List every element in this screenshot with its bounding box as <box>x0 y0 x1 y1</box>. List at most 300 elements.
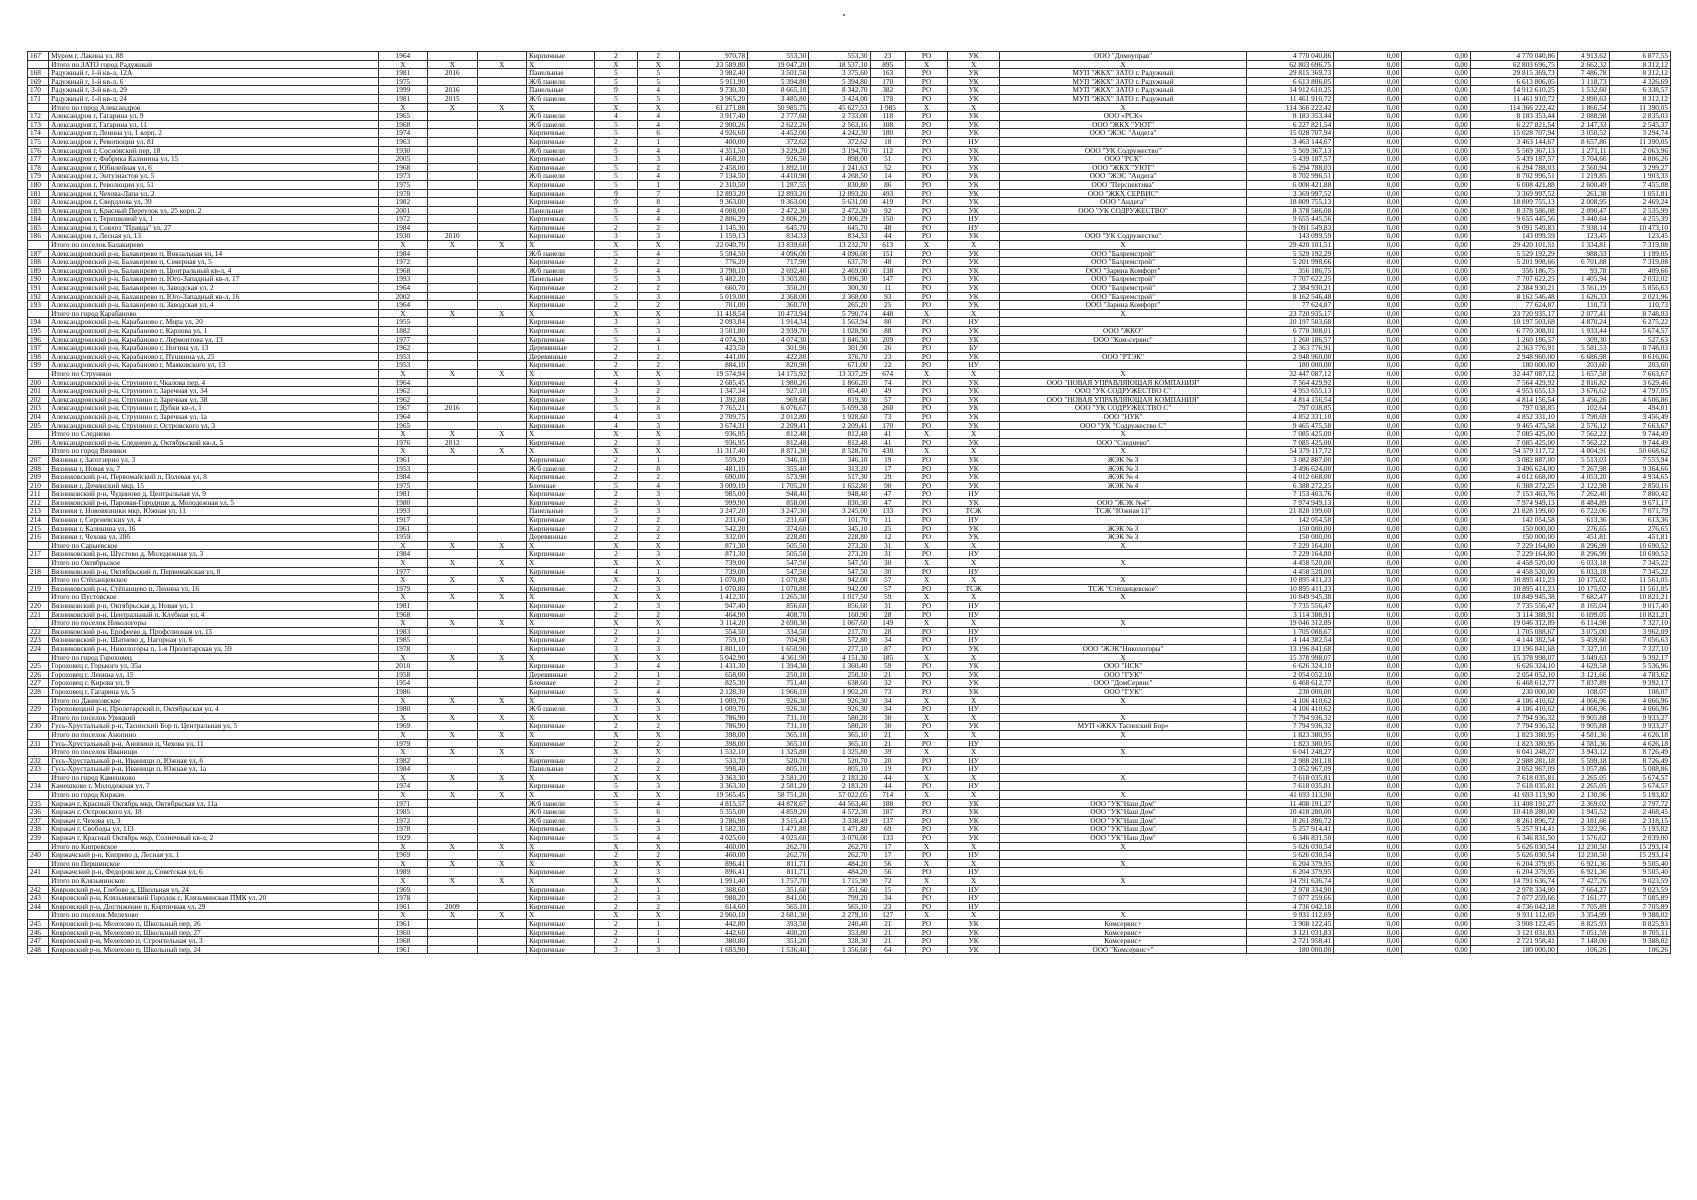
table-cell: Кирпичные <box>526 258 594 267</box>
table-cell: 4 <box>637 481 679 490</box>
table-cell: 183 <box>28 206 49 215</box>
table-cell: 0,00 <box>1402 404 1470 413</box>
table-cell: 23 720 935,17 <box>1470 309 1557 318</box>
table-cell: 1 431,30 <box>679 662 747 671</box>
table-cell: 3 121 031,83 <box>1247 928 1334 937</box>
table-cell: 227 <box>28 679 49 688</box>
table-cell: 1954 <box>378 679 427 688</box>
table-cell <box>428 636 477 645</box>
table-cell: X <box>595 593 637 602</box>
table-cell: Кирпичные <box>526 137 594 146</box>
table-cell: 1974 <box>378 129 427 138</box>
table-cell: 0,00 <box>1402 911 1470 920</box>
table-cell: 1 693,90 <box>679 945 747 954</box>
table-cell: X <box>905 241 947 250</box>
table-row <box>28 292 1671 301</box>
table-cell: Кирпичные <box>526 318 594 327</box>
table-cell: 948,40 <box>809 490 870 499</box>
table-cell <box>477 69 526 78</box>
subtotal-row <box>28 241 1671 250</box>
table-cell: 14 175,92 <box>748 369 809 378</box>
table-cell: 0,00 <box>1402 421 1470 430</box>
table-cell: X <box>477 791 526 800</box>
table-cell: 241 <box>28 868 49 877</box>
table-cell <box>428 163 477 172</box>
table-cell: 1977 <box>378 335 427 344</box>
table-cell: 10 690,52 <box>1609 550 1670 559</box>
table-cell: 3 082 887,00 <box>1470 455 1557 464</box>
table-cell: 1 <box>637 627 679 636</box>
table-cell: X <box>378 559 427 568</box>
table-cell: 207 <box>28 455 49 464</box>
table-cell: 0,00 <box>1402 266 1470 275</box>
table-cell: 1953 <box>378 361 427 370</box>
table-cell: 210 <box>28 481 49 490</box>
table-cell: 0,00 <box>1402 206 1470 215</box>
table-cell: ООО "ЖЭС "Андега" <box>1000 172 1247 181</box>
table-cell: 2002 <box>378 292 427 301</box>
table-row <box>28 919 1671 928</box>
table-cell: РО <box>905 120 947 129</box>
table-cell: 5 <box>595 146 637 155</box>
table-cell: X <box>595 369 637 378</box>
table-cell <box>477 516 526 525</box>
table-cell: 0,00 <box>1402 395 1470 404</box>
table-cell: Кирпичные <box>526 919 594 928</box>
table-cell: Вязниковский р-н, Первомайский п, Полевая ул, 8 <box>49 473 379 482</box>
table-cell: 0,00 <box>1334 206 1402 215</box>
table-cell <box>428 52 477 61</box>
table-cell: 7 085 425,00 <box>1470 430 1557 439</box>
subtotal-row <box>28 911 1671 920</box>
table-cell: Кирпичные <box>526 473 594 482</box>
table-cell: Александровский р-н, Струнино г, Чкалова пер, 4 <box>49 378 379 387</box>
table-row <box>28 86 1671 95</box>
table-cell: 240,40 <box>809 919 870 928</box>
table-cell: 15 293,14 <box>1609 851 1670 860</box>
table-cell: УК <box>948 206 1000 215</box>
table-cell: 3 <box>637 782 679 791</box>
table-cell: Радужный г, 1-й кв-л, 24 <box>49 94 379 103</box>
table-cell: 4 <box>637 662 679 671</box>
table-cell: X <box>905 541 947 550</box>
table-cell: 1 070,80 <box>748 576 809 585</box>
table-cell: 3 <box>595 945 637 954</box>
table-cell: 1976 <box>378 438 427 447</box>
table-cell: 2 948 960,00 <box>1470 352 1557 361</box>
table-cell: 0,00 <box>1402 447 1470 456</box>
table-cell: Итого по Кипревское <box>49 842 379 851</box>
table-cell: 11 408 191,27 <box>1470 799 1557 808</box>
table-cell: 8 296,99 <box>1557 550 1609 559</box>
table-cell: 8 702 996,51 <box>1247 172 1334 181</box>
table-cell: РО <box>905 584 947 593</box>
table-cell: 1 657,58 <box>1557 369 1609 378</box>
table-cell: 5 193,82 <box>1609 825 1670 834</box>
table-cell: 1981 <box>378 69 427 78</box>
table-cell: 7 229 164,80 <box>1247 550 1334 559</box>
table-cell: 1 576,62 <box>1557 834 1609 843</box>
table-cell: X <box>948 773 1000 782</box>
table-cell: 0,00 <box>1334 516 1402 525</box>
table-cell: 1 903,33 <box>1609 172 1670 181</box>
table-cell: 171 <box>28 94 49 103</box>
table-row <box>28 627 1671 636</box>
table-cell <box>428 146 477 155</box>
table-cell: 0,00 <box>1334 756 1402 765</box>
table-cell: 4 <box>637 206 679 215</box>
table-row <box>28 937 1671 946</box>
table-cell: 0,00 <box>1402 559 1470 568</box>
table-cell: 0,00 <box>1334 223 1402 232</box>
table-cell: 6 275,22 <box>1609 318 1670 327</box>
table-cell: 14 912 610,25 <box>1470 86 1557 95</box>
table-cell <box>428 155 477 164</box>
table-cell: 6 722,06 <box>1557 507 1609 516</box>
table-cell: Кирпичные <box>526 782 594 791</box>
table-cell: 0,00 <box>1334 911 1402 920</box>
table-cell: 1 <box>637 455 679 464</box>
table-cell: 230 000,00 <box>1247 687 1334 696</box>
table-cell: 5 626 030,54 <box>1247 851 1334 860</box>
table-cell: 7 562,22 <box>1557 438 1609 447</box>
table-cell: 231 <box>28 739 49 748</box>
table-cell: 1 394,30 <box>748 662 809 671</box>
table-cell: Александров г, Красный Переулок ул, 25 корп. 2 <box>49 206 379 215</box>
table-cell: 0,00 <box>1402 275 1470 284</box>
table-cell: 7 345,22 <box>1609 567 1670 576</box>
table-cell: X <box>948 653 1000 662</box>
table-cell: 193 <box>28 301 49 310</box>
table-cell: 1972 <box>378 816 427 825</box>
table-cell: 505,50 <box>748 550 809 559</box>
table-cell: 0,00 <box>1334 825 1402 834</box>
table-cell: 0,00 <box>1334 550 1402 559</box>
table-row <box>28 816 1671 825</box>
table-cell: 3 962,09 <box>1609 627 1670 636</box>
table-cell: 10 418 280,00 <box>1470 808 1557 817</box>
table-cell: РО <box>905 344 947 353</box>
table-cell: 2 <box>637 223 679 232</box>
table-cell: 3 629,46 <box>1609 378 1670 387</box>
table-cell: 47 <box>870 490 905 499</box>
table-cell <box>428 928 477 937</box>
table-cell: 0,00 <box>1402 602 1470 611</box>
table-cell: 250,10 <box>809 670 870 679</box>
table-cell: 1 219,85 <box>1557 172 1609 181</box>
table-cell: 7 618 035,81 <box>1247 782 1334 791</box>
table-cell: Кирпичные <box>526 636 594 645</box>
table-cell: 2 093,84 <box>679 318 747 327</box>
table-cell: 6 041 248,27 <box>1470 748 1557 757</box>
table-cell: X <box>477 369 526 378</box>
table-cell: 3 354,99 <box>1557 911 1609 920</box>
table-cell: 365,10 <box>809 730 870 739</box>
table-cell: 261,38 <box>1557 189 1609 198</box>
table-cell: 0,00 <box>1334 172 1402 181</box>
table-cell: Александровский р-н, Балакирево п, Юго-Западный кв-л, 16 <box>49 292 379 301</box>
table-cell: Кирпичные <box>526 455 594 464</box>
table-cell <box>428 739 477 748</box>
table-cell: 0,00 <box>1402 885 1470 894</box>
table-cell: 7 085 425,00 <box>1470 438 1557 447</box>
table-cell: 2010 <box>428 232 477 241</box>
table-cell: 5 674,57 <box>1609 327 1670 336</box>
table-cell <box>428 473 477 482</box>
table-cell: 0,00 <box>1402 808 1470 817</box>
table-cell: X <box>1000 730 1247 739</box>
table-cell: РО <box>905 94 947 103</box>
table-cell: 9 730,30 <box>679 86 747 95</box>
table-cell: 3 369 997,52 <box>1470 189 1557 198</box>
table-cell: Александровский р-н, Карабаново г, Ногина ул, 13 <box>49 344 379 353</box>
table-cell: 1 471,80 <box>748 825 809 834</box>
table-cell: 3 245,00 <box>809 507 870 516</box>
table-cell <box>28 559 49 568</box>
table-cell: 4 458 520,00 <box>1470 567 1557 576</box>
table-cell: X <box>637 60 679 69</box>
table-cell: Александров г, Терешковой ул, 1 <box>49 215 379 224</box>
table-cell: РО <box>905 352 947 361</box>
subtotal-row <box>28 309 1671 318</box>
table-cell <box>428 387 477 396</box>
table-cell: Кирпичные <box>526 550 594 559</box>
table-cell: 1972 <box>378 258 427 267</box>
table-cell: 0,00 <box>1334 369 1402 378</box>
table-cell: 0,00 <box>1334 782 1402 791</box>
table-cell: 194 <box>28 318 49 327</box>
table-cell: 0,00 <box>1402 765 1470 774</box>
table-cell: 7 794 936,32 <box>1247 713 1334 722</box>
table-cell: 1974 <box>378 782 427 791</box>
table-cell: 19 <box>870 455 905 464</box>
table-cell: 1 823 380,95 <box>1470 739 1557 748</box>
table-cell <box>428 627 477 636</box>
table-cell: 4 770 040,86 <box>1470 52 1557 61</box>
table-cell: 0,00 <box>1334 937 1402 946</box>
table-cell: 4 106 410,62 <box>1470 696 1557 705</box>
table-row <box>28 206 1671 215</box>
table-cell: Итого по город Киржач <box>49 791 379 800</box>
table-cell: 6 770 308,01 <box>1470 327 1557 336</box>
table-cell: 1 626,33 <box>1557 292 1609 301</box>
table-cell: 1 <box>637 137 679 146</box>
table-cell: 50 985,75 <box>748 103 809 112</box>
table-cell: 8 162 546,48 <box>1470 292 1557 301</box>
table-cell: 11 <box>870 516 905 525</box>
table-cell: 0,00 <box>1334 687 1402 696</box>
table-cell: 0,00 <box>1402 816 1470 825</box>
table-cell: 172 <box>28 112 49 121</box>
table-cell: 1975 <box>378 77 427 86</box>
table-cell: 239 <box>28 834 49 843</box>
table-cell: 441,00 <box>679 352 747 361</box>
table-cell: 32 447 087,12 <box>1247 369 1334 378</box>
table-cell: 6 686,98 <box>1557 352 1609 361</box>
table-cell: 422,80 <box>748 352 809 361</box>
table-cell: X <box>948 559 1000 568</box>
table-cell: РО <box>905 69 947 78</box>
table-row <box>28 868 1671 877</box>
table-row <box>28 438 1671 447</box>
table-cell: 0,00 <box>1334 335 1402 344</box>
table-cell: УК <box>948 146 1000 155</box>
table-cell: 520,70 <box>809 756 870 765</box>
table-cell: 3 338,49 <box>809 816 870 825</box>
table-cell: 0,00 <box>1334 112 1402 121</box>
subtotal-row <box>28 60 1671 69</box>
table-cell: Кирпичные <box>526 404 594 413</box>
table-cell <box>428 799 477 808</box>
table-cell <box>428 808 477 817</box>
table-cell: 5 088,86 <box>1609 765 1670 774</box>
table-cell: 6 294 788,03 <box>1247 163 1334 172</box>
table-cell: 44 <box>870 232 905 241</box>
table-cell: Кирпичные <box>526 902 594 911</box>
table-cell: 0,00 <box>1334 327 1402 336</box>
table-cell: 1 356,60 <box>809 945 870 954</box>
table-cell: 29 815 369,73 <box>1470 69 1557 78</box>
table-cell: 0,00 <box>1402 739 1470 748</box>
table-cell: 942,00 <box>809 584 870 593</box>
table-cell: 0,00 <box>1402 507 1470 516</box>
table-cell: 895 <box>870 60 905 69</box>
table-cell: РО <box>905 378 947 387</box>
table-cell: 5 <box>595 69 637 78</box>
table-cell: 0,00 <box>1402 524 1470 533</box>
table-cell: 7 319,08 <box>1609 258 1670 267</box>
table-cell <box>477 318 526 327</box>
table-cell <box>477 438 526 447</box>
table-cell: 4 797,05 <box>1609 387 1670 396</box>
table-cell: 301,90 <box>748 344 809 353</box>
table-cell: 0,00 <box>1402 748 1470 757</box>
table-cell: X <box>1000 791 1247 800</box>
table-cell: 520,70 <box>748 756 809 765</box>
table-cell: X <box>428 60 477 69</box>
table-row <box>28 498 1671 507</box>
table-cell: 47 <box>870 498 905 507</box>
table-cell <box>1000 894 1247 903</box>
table-cell: 1968 <box>378 120 427 129</box>
table-cell: 6 388 272,25 <box>1470 481 1557 490</box>
table-cell: 217 <box>28 550 49 559</box>
table-cell: 19 574,94 <box>679 369 747 378</box>
table-cell: 142 054,58 <box>1470 516 1557 525</box>
table-cell: УК <box>948 438 1000 447</box>
table-row <box>28 404 1671 413</box>
table-row <box>28 215 1671 224</box>
table-cell <box>477 473 526 482</box>
table-cell: Ж/б панели <box>526 799 594 808</box>
table-cell: 17 <box>870 464 905 473</box>
table-cell: 0,00 <box>1334 137 1402 146</box>
table-cell <box>477 52 526 61</box>
table-cell <box>428 344 477 353</box>
table-cell: X <box>378 877 427 886</box>
table-cell: 5 674,57 <box>1609 782 1670 791</box>
table-cell <box>477 490 526 499</box>
table-cell: Александровский р-н, Балакирево п, Северная ул, 5 <box>49 258 379 267</box>
table-cell: 2 008,95 <box>1557 198 1609 207</box>
table-cell: X <box>526 447 594 456</box>
table-cell: 553,30 <box>809 52 870 61</box>
table-cell: X <box>595 430 637 439</box>
table-cell: УК <box>948 266 1000 275</box>
table-cell: 1 405,94 <box>1557 275 1609 284</box>
table-cell: Вязниковский р-н, Чудиново д, Центральная ул, 9 <box>49 490 379 499</box>
table-cell: МУП "ЖКХ" ЗАТО г. Радужный <box>1000 77 1247 86</box>
table-cell: 2 <box>637 361 679 370</box>
table-cell: 797 038,85 <box>1247 404 1334 413</box>
table-cell: 176 <box>28 146 49 155</box>
table-cell: УК <box>948 679 1000 688</box>
table-cell: 4 <box>637 687 679 696</box>
table-cell: X <box>905 730 947 739</box>
table-cell: 0,00 <box>1402 713 1470 722</box>
table-cell: 2 077,41 <box>1557 309 1609 318</box>
table-cell: 614,60 <box>679 902 747 911</box>
table-row <box>28 464 1671 473</box>
table-cell: 7 262,40 <box>1557 490 1609 499</box>
table-cell: 2 183,20 <box>809 773 870 782</box>
table-cell: 2 890,63 <box>1557 94 1609 103</box>
table-cell: 2 <box>595 919 637 928</box>
table-cell: 1993 <box>378 275 427 284</box>
table-cell: 0,00 <box>1334 404 1402 413</box>
table-cell: 4 268,50 <box>809 172 870 181</box>
table-cell: РО <box>905 292 947 301</box>
table-cell: 2 039,00 <box>1609 834 1670 843</box>
table-cell: РО <box>905 782 947 791</box>
table-cell: X <box>378 369 427 378</box>
table-cell: ООО "ЖКХ "УЮТ" <box>1000 120 1247 129</box>
table-cell: 9 931 112,69 <box>1470 911 1557 920</box>
table-cell: РО <box>905 112 947 121</box>
table-cell: Вязники г, Заготзерно ул, 3 <box>49 455 379 464</box>
table-cell: 17 <box>870 842 905 851</box>
table-cell: 15 028 707,94 <box>1470 129 1557 138</box>
table-cell: 4 458 520,00 <box>1247 567 1334 576</box>
table-cell: 3 303,80 <box>748 275 809 284</box>
table-cell <box>477 868 526 877</box>
table-cell: Александров г, Свердлова ул, 39 <box>49 198 379 207</box>
table-cell: Итого по поселок Урицкий <box>49 713 379 722</box>
table-cell: 926,30 <box>809 705 870 714</box>
table-cell: 2 806,29 <box>748 215 809 224</box>
table-cell: 2 <box>595 344 637 353</box>
table-cell: 947,40 <box>679 602 747 611</box>
table-cell: 6 008 421,88 <box>1247 180 1334 189</box>
table-cell: ООО "Балремстрой" <box>1000 292 1247 301</box>
table-cell: 0,00 <box>1402 644 1470 653</box>
table-cell: 4 242,30 <box>809 129 870 138</box>
table-cell: 717,90 <box>748 258 809 267</box>
table-cell: 88 <box>870 327 905 336</box>
table-cell: 4 581,36 <box>1557 739 1609 748</box>
table-cell <box>477 223 526 232</box>
table-cell: 2 088,98 <box>1557 112 1609 121</box>
table-cell: НУ <box>948 567 1000 576</box>
table-cell: 9 655 445,56 <box>1247 215 1334 224</box>
table-cell: Кирпичные <box>526 387 594 396</box>
table-cell: 273,20 <box>809 541 870 550</box>
table-cell: 10 690,52 <box>1609 541 1670 550</box>
table-cell: 48 <box>870 223 905 232</box>
table-cell: РО <box>905 387 947 396</box>
table-cell <box>477 902 526 911</box>
table-cell: X <box>428 748 477 757</box>
